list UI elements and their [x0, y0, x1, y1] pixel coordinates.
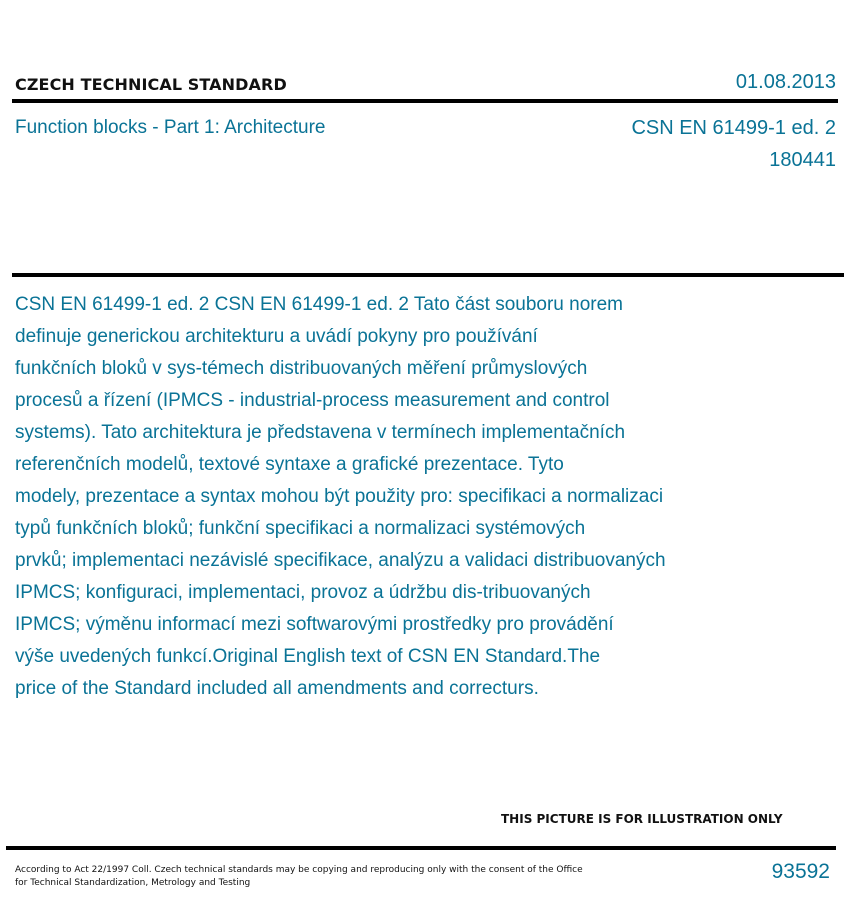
bottom-divider — [6, 846, 836, 850]
document-title: Function blocks - Part 1: Architecture — [15, 117, 326, 138]
classification-number: 180441 — [769, 149, 836, 171]
abstract-text: CSN EN 61499-1 ed. 2 CSN EN 61499-1 ed. 2 Tato část souboru norem definuje generickou architekturu a uvádí pokyny pro používání funkčních bloků v sys-témech distribuovaných měření průmyslových procesů a řízení (IPMCS - industrial-process measurement and control systems). Tato architektura je představena v termínech implementačních referenčních modelů, textové syntaxe a grafické prezentace. Tyto modely, prezentace a syntax mohou být použity pro: specifikaci a normalizaci typů funkčních bloků; funkční specifikaci a normalizaci systémových prvků; implementaci nezávislé specifikace, analýzu a validaci distribuovaných IPMCS; konfiguraci, implementaci, provoz a údržbu dis-tribuovaných IPMCS; výměnu informací mezi softwarovými prostředky pro provádění výše uvedených funkcí.Original English text of CSN EN Standard.The price of the Standard included all amendments and correcturs. — [15, 294, 666, 699]
standard-code: CSN EN 61499-1 ed. 2 — [631, 117, 836, 139]
top-divider — [12, 99, 838, 103]
document-number: 93592 — [771, 860, 830, 883]
publication-date: 01.08.2013 — [735, 71, 836, 93]
standard-type-label: CZECH TECHNICAL STANDARD — [15, 75, 287, 94]
legal-notice: According to Act 22/1997 Coll. Czech technical standards may be copying and reproducing only with the consent of the Office for Technical Standardization, Metrology and Testing — [15, 865, 583, 888]
illustration-note: THIS PICTURE IS FOR ILLUSTRATION ONLY — [501, 812, 783, 826]
middle-divider — [12, 273, 844, 277]
